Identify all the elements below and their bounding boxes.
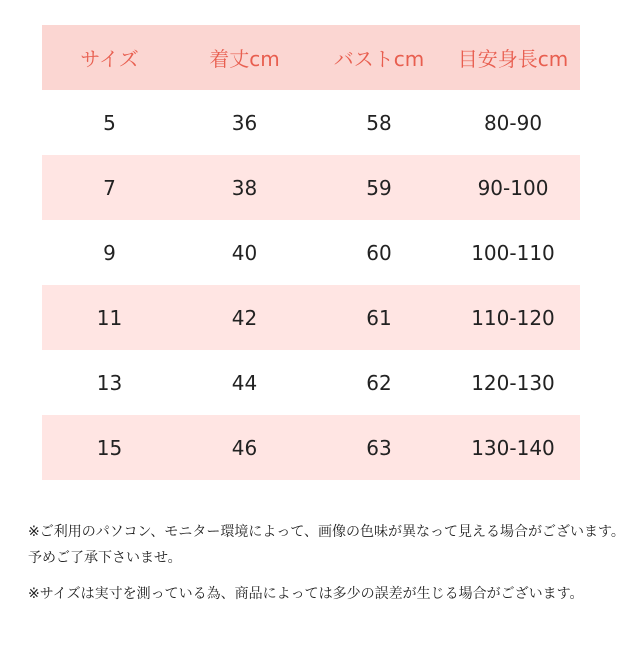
table-row [42,415,580,480]
table-row [42,350,580,415]
cell-height: 80-90 [483,110,543,135]
header-size: サイズ [42,25,177,90]
cell-length: 40 [231,240,258,265]
cell-size: 5 [103,110,116,135]
cell-height: 130-140 [446,415,580,480]
cell-length: 36 [231,110,258,135]
cell-length: 46 [177,415,312,480]
note-size-disclaimer: ※サイズは実寸を測っている為、商品によっては多少の誤差が生じる場合がございます。 [28,586,584,602]
cell-size: 13 [96,370,123,395]
cell-height: 100-110 [471,240,555,265]
table-row [42,285,580,350]
cell-size: 9 [103,240,116,265]
cell-height: 110-120 [446,285,580,350]
cell-height: 120-130 [471,370,555,395]
cell-bust: 61 [312,285,446,350]
header-length: 着丈cm [177,25,312,90]
cell-bust: 60 [366,240,392,265]
table-row [42,90,580,155]
cell-bust: 63 [312,415,446,480]
cell-bust: 62 [366,370,392,395]
table-row [42,220,580,285]
notes-section [28,519,628,617]
header-bust: バストcm [312,25,446,90]
cell-bust: 59 [312,155,446,220]
cell-size: 11 [42,285,177,350]
cell-bust: 58 [366,110,392,135]
table-row [42,155,580,220]
size-table [42,25,580,480]
cell-height: 90-100 [446,155,580,220]
cell-size: 15 [42,415,177,480]
cell-size: 7 [42,155,177,220]
table-header-row [42,25,580,90]
cell-length: 38 [177,155,312,220]
note-color-disclaimer: ※ご利用のパソコン、モニター環境によって、画像の色味が異なって見える場合がございます。予めご了承下さいませ。 [28,524,625,566]
header-height: 目安身長cm [446,25,580,90]
cell-length: 44 [231,370,258,395]
cell-length: 42 [177,285,312,350]
